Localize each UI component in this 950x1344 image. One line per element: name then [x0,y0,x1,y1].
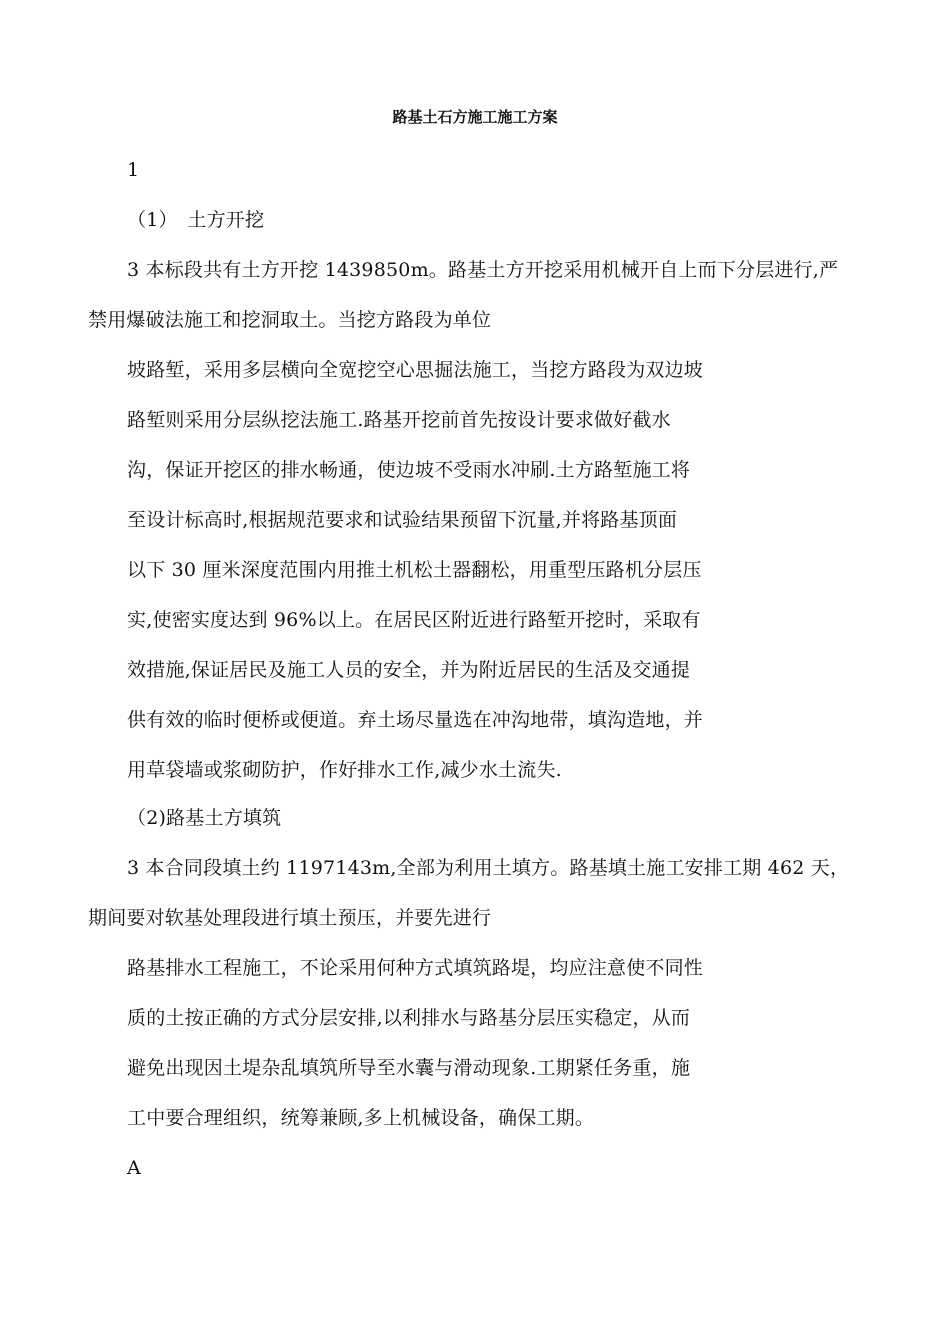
section-heading: （1） 土方开挖 [127,209,265,231]
paragraph-line: 以下 30 厘米深度范围内用推土机松土器翻松，用重型压路机分层压 [127,559,702,581]
paragraph-line: 1 [127,159,140,181]
paragraph-line: 禁用爆破法施工和挖洞取土。当挖方路段为单位 [88,309,492,331]
document-title: 路基土石方施工施工方案 [392,108,558,126]
paragraph-line: 沟，保证开挖区的排水畅通，使边坡不受雨水冲刷.土方路堑施工将 [127,459,691,481]
paragraph-line: 用草袋墙或浆砌防护，作好排水工作,减少水土流失. [127,759,562,781]
paragraph-line: 至设计标高时,根据规范要求和试验结果预留下沉量,并将路基顶面 [127,509,678,531]
paragraph-line: 坡路堑，采用多层横向全宽挖空心思掘法施工，当挖方路段为双边坡 [127,359,704,381]
paragraph-line: 期间要对软基处理段进行填土预压，并要先进行 [88,907,492,929]
paragraph-line: 避免出现因土堤杂乱填筑所导至水囊与滑动现象.工期紧任务重，施 [127,1057,691,1079]
section-heading: （2)路基土方填筑 [127,807,282,829]
paragraph-line: A [127,1157,141,1179]
paragraph-line: 实,使密实度达到 96%以上。在居民区附近进行路堑开挖时，采取有 [127,609,701,631]
paragraph-line: 效措施,保证居民及施工人员的安全，并为附近居民的生活及交通提 [127,659,691,681]
paragraph-line: 路基排水工程施工，不论采用何种方式填筑路堤，均应注意使不同性 [127,957,704,979]
paragraph-line: 3 本合同段填土约 1197143m,全部为利用土填方。路基填土施工安排工期 462 天， [127,857,850,879]
paragraph-line: 质的土按正确的方式分层安排,以利排水与路基分层压实稳定，从而 [127,1007,691,1029]
paragraph-line: 工中要合理组织，统筹兼顾,多上机械设备，确保工期。 [127,1107,595,1129]
paragraph-line: 路堑则采用分层纵挖法施工.路基开挖前首先按设计要求做好截水 [127,409,671,431]
paragraph-line: 供有效的临时便桥或便道。弃土场尽量选在冲沟地带，填沟造地，并 [127,709,704,731]
paragraph-line: 3 本标段共有土方开挖 1439850m。路基土方开挖采用机械开自上而下分层进行,严 [127,259,839,281]
